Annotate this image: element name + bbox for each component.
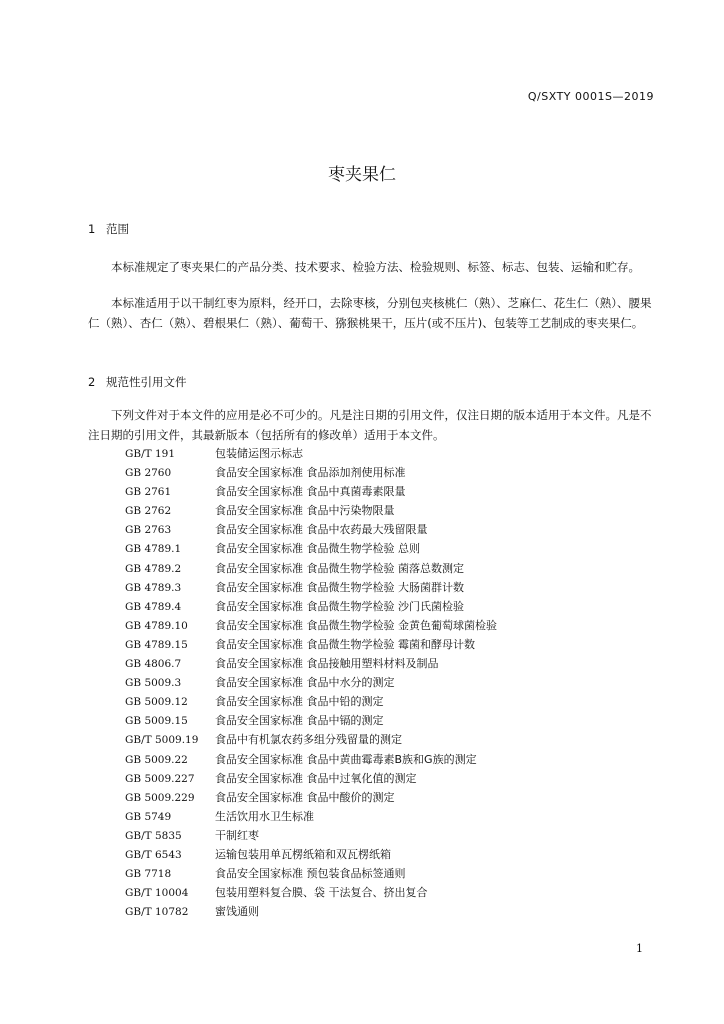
section-1-heading [88, 221, 129, 237]
reference-item [125, 883, 497, 902]
reference-item [125, 711, 497, 730]
reference-item [125, 673, 497, 692]
reference-code: GB 4789.15 [125, 638, 188, 651]
reference-code: GB 4789.2 [125, 562, 182, 575]
reference-item [125, 444, 497, 463]
reference-code: GB 5749 [125, 810, 172, 823]
reference-title: 食品安全国家标准 食品中真菌毒素限量 [215, 485, 406, 499]
reference-code: GB 4789.4 [125, 600, 182, 613]
reference-title: 包装储运图示标志 [215, 447, 303, 460]
reference-item [125, 845, 497, 864]
section-1-paragraph-2: 本标准适用于以干制红枣为原料，经开口，去除枣核，分别包夹核桃仁（熟）、芝麻仁、花生仁（熟）、腰果仁（熟）、杏仁（熟）、碧根果仁（熟）、葡萄干、猕猴桃果干，压片(或不压片)、包装等工艺制成的枣夹果仁。 [88, 296, 652, 330]
reference-title: 食品安全国家标准 食品中水分的测定 [215, 676, 395, 690]
section-1-paragraph-1: 本标准规定了枣夹果仁的产品分类、技术要求、检验方法、检验规则、标签、标志、包装、运输和贮存。 [111, 260, 640, 274]
reference-item [125, 654, 497, 673]
reference-code: GB 5009.229 [125, 791, 195, 804]
reference-title: 食品安全国家标准 食品微生物学检验 大肠菌群计数 [215, 580, 464, 594]
reference-title: 食品安全国家标准 食品中酸价的测定 [215, 790, 395, 804]
reference-item [125, 902, 497, 921]
reference-code: GB 2762 [125, 505, 172, 518]
reference-code: GB 5009.227 [125, 772, 195, 785]
reference-code: GB 5009.22 [125, 753, 188, 766]
reference-title: 食品安全国家标准 预包装食品标签通则 [215, 867, 406, 881]
reference-title: 食品安全国家标准 食品微生物学检验 总则 [215, 542, 420, 556]
reference-item [125, 826, 497, 845]
reference-item [125, 730, 497, 749]
section-2-intro: 下列文件对于本文件的应用是必不可少的。凡是注日期的引用文件，仅注日期的版本适用于本文件。凡是不注日期的引用文件，其最新版本（包括所有的修改单）适用于本文件。 [88, 408, 652, 442]
section-1-title: 范围 [106, 222, 129, 236]
section-1-number: 1 [88, 222, 96, 236]
reference-title: 食品中有机氯农药多组分残留量的测定 [215, 733, 402, 747]
reference-item [125, 578, 497, 597]
reference-title: 食品安全国家标准 食品微生物学检验 菌落总数测定 [215, 561, 464, 575]
reference-title: 食品安全国家标准 食品中农药最大残留限量 [215, 523, 428, 537]
reference-code: GB 4789.10 [125, 619, 188, 632]
reference-code: GB/T 5835 [125, 829, 182, 842]
reference-title: 食品安全国家标准 食品接触用塑料材料及制品 [215, 657, 439, 671]
reference-title: 干制红枣 [215, 828, 259, 842]
reference-title: 食品安全国家标准 食品中镉的测定 [215, 714, 384, 728]
section-2-number: 2 [88, 375, 96, 389]
reference-title: 生活饮用水卫生标准 [215, 809, 314, 823]
reference-code: GB 5009.12 [125, 696, 188, 709]
reference-code: GB/T 10782 [125, 906, 189, 919]
reference-title: 蜜饯通则 [215, 905, 259, 919]
reference-item [125, 788, 497, 807]
reference-item [125, 597, 497, 616]
reference-code: GB 2763 [125, 524, 172, 537]
reference-code: GB 7718 [125, 868, 172, 881]
document-code: Q/SXTY 0001S—2019 [527, 90, 654, 103]
reference-item [125, 807, 497, 826]
reference-item [125, 864, 497, 883]
reference-item [125, 692, 497, 711]
reference-code: GB/T 10004 [125, 887, 189, 900]
reference-item [125, 750, 497, 769]
reference-title: 食品安全国家标准 食品中污染物限量 [215, 504, 395, 518]
reference-title: 包装用塑料复合膜、袋 干法复合、挤出复合 [215, 886, 428, 900]
page-number: 1 [636, 942, 643, 955]
document-title: 枣夹果仁 [328, 165, 396, 185]
reference-title: 运输包装用单瓦楞纸箱和双瓦楞纸箱 [215, 847, 391, 861]
reference-title: 食品安全国家标准 食品微生物学检验 金黄色葡萄球菌检验 [215, 618, 497, 632]
reference-item [125, 501, 497, 520]
reference-code: GB 5009.3 [125, 677, 182, 690]
reference-code: GB 4806.7 [125, 658, 182, 671]
reference-item [125, 539, 497, 558]
reference-list [125, 444, 497, 921]
reference-title: 食品安全国家标准 食品中铅的测定 [215, 695, 384, 709]
reference-title: 食品安全国家标准 食品微生物学检验 霉菌和酵母计数 [215, 637, 475, 651]
reference-item [125, 482, 497, 501]
reference-code: GB 5009.15 [125, 715, 188, 728]
reference-title: 食品安全国家标准 食品中过氧化值的测定 [215, 771, 417, 785]
reference-item [125, 559, 497, 578]
reference-item [125, 635, 497, 654]
reference-code: GB 4789.1 [125, 543, 182, 556]
section-2-heading [88, 374, 187, 390]
reference-code: GB 4789.3 [125, 581, 182, 594]
reference-code: GB 2760 [125, 467, 172, 480]
section-2-title: 规范性引用文件 [106, 375, 187, 389]
reference-code: GB/T 191 [125, 448, 176, 460]
reference-item [125, 520, 497, 539]
reference-item [125, 463, 497, 482]
reference-title: 食品安全国家标准 食品微生物学检验 沙门氏菌检验 [215, 599, 464, 613]
reference-code: GB 2761 [125, 486, 172, 499]
reference-code: GB/T 5009.19 [125, 734, 199, 747]
reference-code: GB/T 6543 [125, 848, 182, 861]
reference-title: 食品安全国家标准 食品添加剂使用标准 [215, 466, 406, 480]
reference-title: 食品安全国家标准 食品中黄曲霉毒素B族和G族的测定 [215, 752, 477, 766]
reference-item [125, 769, 497, 788]
reference-item [125, 616, 497, 635]
